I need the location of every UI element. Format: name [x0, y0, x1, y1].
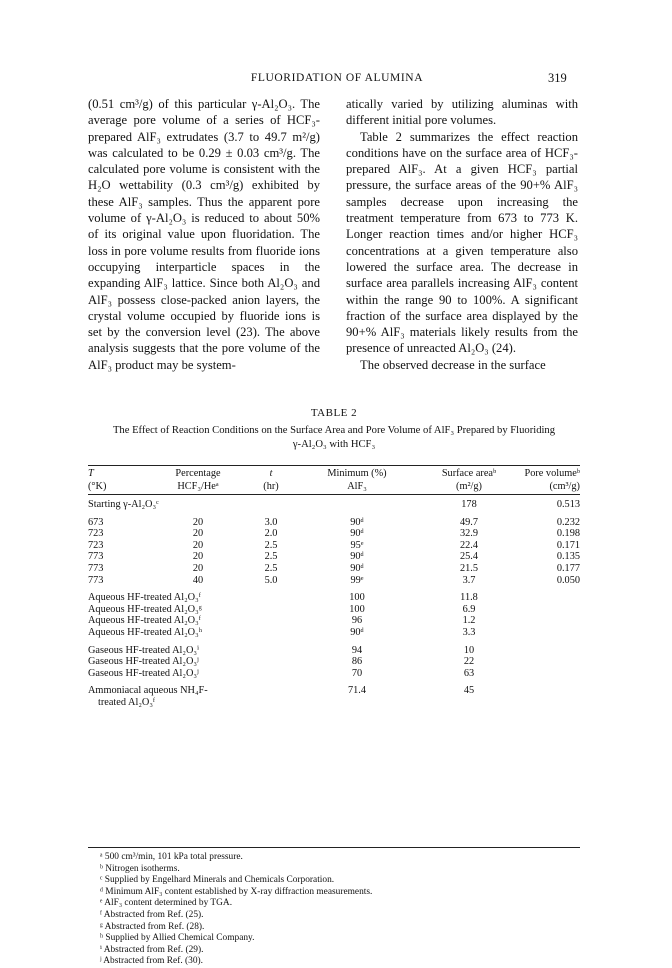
- cell-pore-volume: 0.198: [556, 528, 580, 540]
- row-label: Aqueous HF-treated Al₂O₃ᶠ: [88, 615, 201, 627]
- table-row: [88, 563, 580, 575]
- header-line: Minimum (%): [327, 468, 387, 479]
- footnote: ᵈ Minimum AlF₃ content established by X-ray diffraction measurements.: [100, 886, 373, 897]
- cell-percentage: 20: [192, 539, 204, 551]
- row-label: Gaseous HF-treated Al₂O₃ⁱ: [88, 644, 200, 656]
- table-row: [88, 627, 580, 639]
- cell-pore-volume: 0.171: [556, 539, 580, 551]
- cell-time: 5.0: [264, 574, 278, 586]
- col-header-pore-volume: [520, 468, 580, 493]
- cell-min-alf3: 90ᵈ: [350, 516, 364, 528]
- row-label: Gaseous HF-treated Al₂O₃ʲ: [88, 667, 199, 679]
- row-label: Aqueous HF-treated Al₂O₃ʰ: [88, 626, 203, 638]
- table-row: [88, 615, 580, 627]
- header-line: t: [269, 468, 273, 479]
- cell-percentage: 20: [192, 516, 204, 528]
- table-caption-line: The Effect of Reaction Conditions on the Surface Area and Pore Volume of AlF₃ Prepared by Fluoriding: [112, 425, 556, 436]
- cell-min-alf3: 96: [351, 615, 363, 627]
- row-label-line: Ammoniacal aqueous NH₄F-: [88, 685, 208, 697]
- cell-surface-area: 3.7: [462, 574, 476, 586]
- table-row: [88, 604, 580, 616]
- footnote: ᶜ Supplied by Engelhard Minerals and Chemicals Corporation.: [100, 875, 335, 886]
- cell-empty: [520, 685, 580, 708]
- footnote: ʰ Supplied by Allied Chemical Company.: [100, 933, 255, 944]
- header-line: Percentage: [175, 468, 221, 479]
- cell-surface-area: 10: [463, 644, 475, 656]
- cell-min-alf3: 90ᵈ: [350, 528, 364, 540]
- cell-empty: [520, 645, 580, 657]
- table-row: [88, 685, 580, 708]
- cell-surface-area: 25.4: [459, 551, 479, 563]
- footnote: ʲ Abstracted from Ref. (30).: [100, 956, 203, 967]
- cell-temperature: 773: [88, 574, 104, 586]
- cell-temperature: 723: [88, 539, 104, 551]
- cell-temperature: 773: [88, 562, 104, 574]
- cell-min-alf3: 90ᵈ: [350, 551, 364, 563]
- table-row: [88, 551, 580, 563]
- table-row: [88, 517, 580, 529]
- cell-time: 2.5: [264, 562, 278, 574]
- cell-surface-area: 178: [461, 499, 477, 510]
- cell-percentage: 20: [192, 562, 204, 574]
- header-unit: (cm³/g): [549, 480, 580, 492]
- col-header-time: [246, 468, 296, 493]
- footnote: ᵇ Nitrogen isotherms.: [100, 863, 180, 874]
- cell-surface-area: 49.7: [459, 516, 479, 528]
- footnote: ᵉ AlF₃ content determined by TGA.: [100, 898, 233, 909]
- footnote: ᶠ Abstracted from Ref. (25).: [100, 909, 204, 920]
- body-paragraph: (0.51 cm³/g) of this particular γ-Al₂O₃. The average pore volume of a series of HCF₃-prepared AlF₃ extrudates (3.7 to 49.7 m²/g) was calculated to be 0.29 ± 0.03 cm³/g. The calculated pore volume is consistent with the H₂O wettability (0.3 cm³/g) exhibited by these AlF₃ samples. Thus the apparent pore volume of γ-Al₂O₃ is reduced to about 50% of its original value upon fluoridation. The loss in pore volume results from fluoride ions occupying interparticle spaces in the expanding AlF₃ lattice. Since both Al₂O₃ and AlF₃ possess close-packed anion layers, the crystal volume occupied by fluoride ions is set by the conversion level (23). The above analysis suggests that the pore volume of the AlF₃ product may be system-: [88, 97, 320, 372]
- cell-min-alf3: 90ᵈ: [350, 626, 364, 638]
- header-line: T: [88, 468, 94, 479]
- row-label: Gaseous HF-treated Al₂O₃ʲ: [88, 656, 199, 668]
- footnote: ⁱ Abstracted from Ref. (29).: [100, 944, 204, 955]
- cell-surface-area: 22.4: [459, 539, 479, 551]
- cell-surface-area: 6.9: [462, 603, 476, 615]
- cell-surface-area: 11.8: [460, 592, 478, 604]
- col-header-temperature: [88, 468, 150, 493]
- cell-surface-area: 1.2: [462, 615, 476, 627]
- table-header-row: [88, 468, 580, 493]
- cell-time: 2.0: [264, 528, 278, 540]
- cell-pore-volume: 0.135: [556, 551, 580, 563]
- cell-pore-volume: 0.050: [556, 574, 580, 586]
- cell-min-alf3: 71.4: [347, 685, 367, 697]
- cell-min-alf3: 100: [349, 592, 365, 604]
- cell-temperature: 673: [88, 516, 104, 528]
- cell-empty: [520, 615, 580, 627]
- right-text-column: [346, 96, 578, 373]
- cell-pore-volume: 0.513: [556, 499, 580, 510]
- table-bottom-rule: [88, 847, 580, 848]
- cell-percentage: 40: [192, 574, 204, 586]
- table-row: [88, 645, 580, 657]
- cell-percentage: 20: [192, 551, 204, 563]
- row-label-line: treated Al₂O₃ᶠ: [98, 696, 156, 708]
- table-caption-line: γ-Al₂O₃ with HCF₃: [292, 439, 376, 450]
- cell-pore-volume: 0.177: [556, 562, 580, 574]
- table-row: [88, 499, 580, 511]
- cell-surface-area: 45: [463, 685, 475, 697]
- cell-surface-area: 63: [463, 667, 475, 679]
- header-unit: (hr): [263, 480, 279, 492]
- cell-surface-area: 22: [463, 656, 475, 668]
- header-line: Surface areaᵇ: [441, 468, 497, 479]
- cell-min-alf3: 94: [351, 644, 363, 656]
- cell-surface-area: 32.9: [459, 528, 479, 540]
- row-label: Aqueous HF-treated Al₂O₃ᵍ: [88, 603, 202, 615]
- body-paragraph: The observed decrease in the surface: [360, 357, 546, 372]
- cell-time: 2.5: [264, 539, 278, 551]
- table-row: [88, 575, 580, 587]
- row-label: Starting γ-Al₂O₃ᶜ: [88, 499, 159, 510]
- table-footnotes: [100, 852, 570, 968]
- header-unit: AlF₃: [347, 480, 367, 492]
- left-text-column: [88, 96, 320, 373]
- table-row: [88, 528, 580, 540]
- table-caption: [88, 424, 580, 452]
- cell-min-alf3: 95ᵉ: [350, 539, 364, 551]
- table-row: [88, 668, 580, 680]
- table-row: [88, 592, 580, 604]
- col-header-surface-area: [418, 468, 520, 493]
- col-header-min-alf3: [296, 468, 418, 493]
- cell-time: 3.0: [264, 516, 278, 528]
- header-unit: (°K): [88, 480, 107, 492]
- cell-min-alf3: 100: [349, 603, 365, 615]
- header-unit: HCF₃/Heᵃ: [177, 480, 219, 492]
- cell-empty: [520, 668, 580, 680]
- table-top-rule: [88, 465, 580, 466]
- footnote: ᵍ Abstracted from Ref. (28).: [100, 921, 205, 932]
- cell-min-alf3: 86: [351, 656, 363, 668]
- table-row: [88, 540, 580, 552]
- cell-min-alf3: 70: [351, 667, 363, 679]
- cell-empty: [520, 656, 580, 668]
- results-table: [88, 468, 580, 709]
- header-unit: (m²/g): [456, 480, 482, 492]
- body-paragraph: atically varied by utilizing aluminas with different initial pore volumes.: [346, 97, 578, 128]
- cell-empty: [520, 627, 580, 639]
- cell-min-alf3: 99ᵉ: [350, 574, 364, 586]
- footnote: ᵃ 500 cm³/min, 101 kPa total pressure.: [100, 852, 243, 862]
- cell-temperature: 773: [88, 551, 104, 563]
- row-label: [88, 685, 296, 708]
- row-label: Aqueous HF-treated Al₂O₃ᶠ: [88, 592, 201, 604]
- table-title: TABLE 2: [310, 407, 358, 419]
- body-paragraph: Table 2 summarizes the effect reaction conditions have on the surface area of HCF₃-prepared AlF₃. At a given HCF₃ partial pressure, the surface areas of the 90+% AlF₃ samples decrease upon increasing the treatment temperature from 673 to 773 K. Longer reaction times and/or higher HCF₃ concentrations at a given temperature also lowered the surface area. The decrease in surface area parallels increasing AlF₃ content within the range 90 to 100%. A significant fraction of the surface area displayed by the 90+% AlF₃ materials likely results from the presence of unreacted Al₂O₃ (24).: [346, 129, 578, 356]
- cell-temperature: 723: [88, 528, 104, 540]
- table-row: [88, 656, 580, 668]
- running-title: FLUORIDATION OF ALUMINA: [250, 72, 424, 84]
- cell-min-alf3: 90ᵈ: [350, 562, 364, 574]
- cell-percentage: 20: [192, 528, 204, 540]
- cell-surface-area: 3.3: [462, 626, 476, 638]
- cell-surface-area: 21.5: [459, 562, 479, 574]
- cell-empty: [520, 592, 580, 604]
- col-header-percentage: [150, 468, 246, 493]
- cell-pore-volume: 0.232: [556, 516, 580, 528]
- page-number: 319: [548, 71, 567, 85]
- header-line: Pore volumeᵇ: [524, 468, 580, 479]
- cell-empty: [520, 604, 580, 616]
- cell-empty: [296, 499, 418, 511]
- cell-time: 2.5: [264, 551, 278, 563]
